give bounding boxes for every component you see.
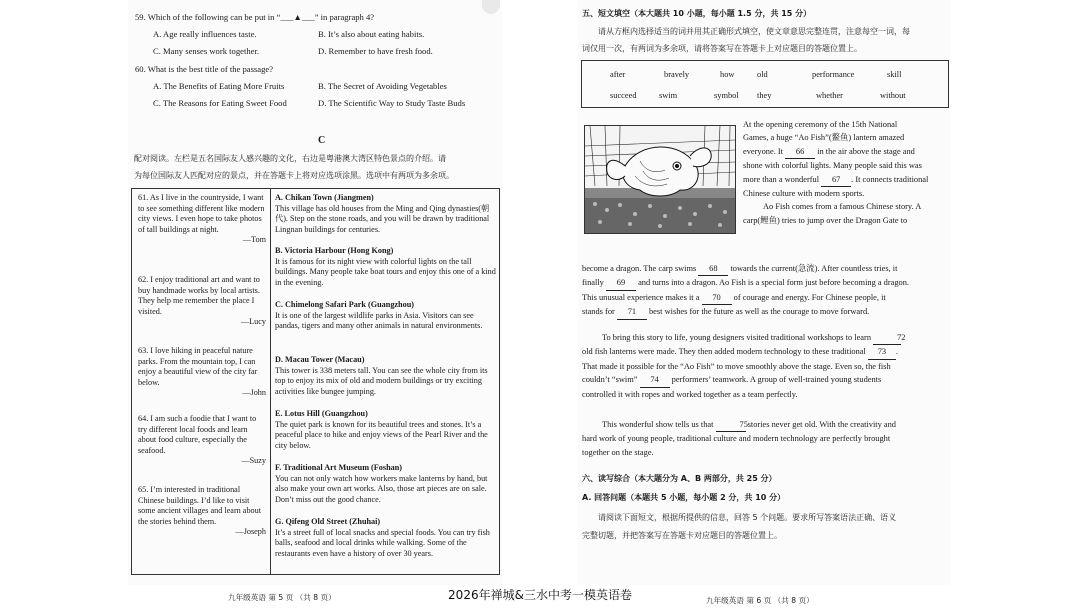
word-item: symbol (714, 91, 739, 100)
person-signature: —Tom (242, 235, 266, 245)
q59-option-c: C. Many senses work together. (153, 46, 259, 56)
passage-line: This wonderful show tells us that 75 stories never get old. With the creativity and (582, 418, 948, 432)
passage-line: more than a wonderful 67 . It connects traditional (743, 173, 948, 187)
attraction-chikan-town (275, 193, 496, 235)
word-item: they (757, 91, 772, 100)
blank-67[interactable]: 67 (821, 173, 851, 187)
person-joseph (138, 485, 266, 538)
person-signature: —Suzy (241, 456, 266, 466)
word-item: without (880, 91, 906, 100)
section-c-instruction-line2: 为每位国际友人匹配对应的景点，并在答题卡上将对应选项涂黑。选项中有两项为多余项。 (134, 171, 454, 180)
left-page-footer: 九年级英语 第 5 页 （共 8 页） (228, 593, 336, 602)
blank-68[interactable]: 68 (698, 262, 728, 276)
blank-75[interactable]: 75 (716, 418, 746, 432)
attraction-text: You can not only watch how workers make lanterns by hand, but also make your own art works. Also, those art pieces are on sale. Don’t miss out the good chance. (275, 473, 488, 504)
attraction-text: This tower is 338 meters tall. You can see the whole city from its top to enjoy its mix of old and modern buildings or try exciting activities like bungee jumping. (275, 365, 488, 396)
blank-69[interactable]: 69 (606, 276, 636, 290)
word-item: performance (812, 70, 855, 79)
word-item: after (610, 70, 626, 79)
attraction-text: It is famous for its night view with colorful lights on the tall buildings. Many people take boat tours and enjoy this one of a kind in the evening. (275, 256, 496, 287)
blank-70[interactable]: 70 (702, 291, 732, 305)
q60-option-c: C. The Reasons for Eating Sweet Food (153, 98, 287, 108)
person-tom (138, 193, 266, 246)
left-exam-page (128, 0, 502, 602)
passage-line: finally 69 and turns into a dragon. Ao Fish is a special form just before becoming a dragon. (582, 276, 948, 290)
attraction-text: This village has old houses from the Ming and Qing dynasties(朝代). Step on the stone roads, and you will be drawn by traditional Lingnan buildings for centuries. (275, 203, 490, 234)
passage-line: couldn’t “swim” 74 performers’ teamwork. A group of well-trained young students (582, 373, 948, 387)
passage-line: become a dragon. The carp swims 68 towards the current(急流). After countless tries, it (582, 262, 948, 276)
q59-option-d: D. Remember to have fresh food. (318, 46, 433, 56)
attraction-art-museum (275, 463, 496, 505)
passage-line: together on the stage. (582, 447, 654, 457)
person-signature: —Lucy (240, 317, 266, 327)
section6a-title: A. 回答问题（本题共 5 小题，每小题 2 分，共 10 分） (582, 493, 786, 502)
word-bank-box (581, 60, 949, 108)
video-caption: 2026年禅城&三水中考一模英语卷 (448, 588, 632, 602)
passage-line: everyone. It 66 in the air above the stage and (743, 145, 948, 159)
passage-line: stands for 71 best wishes for the future as well as the courage to move forward. (582, 305, 948, 319)
passage-line: To bring this story to life, young designers visited traditional workshops to learn 72 (582, 331, 948, 345)
section5-title: 五、短文填空（本大题共 10 小题，每小题 1.5 分，共 15 分） (582, 9, 812, 18)
word-item: swim (659, 91, 678, 100)
person-signature: —John (242, 388, 266, 398)
person-lucy (138, 275, 266, 328)
table-divider (270, 189, 271, 574)
passage-para1-side (743, 118, 948, 227)
section6a-instruction-line2: 完整切题，并把答案写在答题卡对应题目的答题位置上。 (582, 531, 782, 540)
attraction-title: F. Traditional Art Museum (Foshan) (275, 463, 402, 472)
word-item: bravely (664, 70, 690, 79)
attraction-text: The quiet park is known for its beautiful trees and stones. It’s a peaceful place to hike and enjoy views of the Pearl River and the city below. (275, 419, 488, 450)
person-text: 65. I’m interested in traditional Chinese buildings. I’d like to visit some ancient villages and learn about the stories behind them. (138, 485, 261, 526)
section6a-instruction-line1: 请阅读下面短文，根据所提供的信息，回答 5 个问题。要求所写答案语法正确、语义 (598, 513, 897, 522)
passage-line: carp(鲤鱼) tries to jump over the Dragon Gate to (743, 215, 908, 225)
passage-line: shone with colorful lights. Many people said this was (743, 161, 922, 171)
q60-option-a: A. The Benefits of Eating More Fruits (153, 81, 285, 91)
blank-71[interactable]: 71 (617, 305, 647, 319)
blank-66[interactable]: 66 (785, 145, 815, 159)
q59-stem: 59. Which of the following can be put in “___▲___” in paragraph 4? (135, 12, 375, 22)
word-item: skill (887, 70, 902, 79)
passage-line: hard work of young people, traditional culture and modern technology are perfectly brought (582, 434, 891, 444)
person-john (138, 346, 266, 399)
attraction-chimelong-safari (275, 300, 496, 332)
right-exam-page (578, 0, 950, 605)
attraction-victoria-harbour (275, 246, 496, 288)
blank-74[interactable]: 74 (640, 373, 670, 387)
attraction-title: B. Victoria Harbour (Hong Kong) (275, 246, 394, 255)
attraction-title: C. Chimelong Safari Park (Guangzhou) (275, 300, 414, 309)
ao-fish-lantern-image (585, 126, 735, 233)
matching-table (131, 188, 500, 575)
blank-73[interactable]: 73 (868, 345, 896, 359)
passage-para2 (582, 262, 948, 320)
q60-option-b: B. The Secret of Avoiding Vegetables (318, 81, 447, 91)
right-page-footer: 九年级英语 第 6 页 （共 8 页） (706, 596, 814, 605)
person-text: 64. I am such a foodie that I want to try different local foods and learn about food culture, especially the seafood. (138, 414, 257, 455)
word-item: how (720, 70, 735, 79)
passage-line: Chinese culture with modern sports. (743, 189, 865, 199)
passage-line: controlled it with ropes and worked together as a team perfectly. (582, 389, 798, 399)
attraction-title: A. Chikan Town (Jiangmen) (275, 193, 374, 202)
person-signature: —Joseph (235, 527, 266, 537)
passage-line: old fish lanterns were made. They then added modern technology to these traditional 73 . (582, 345, 948, 359)
attraction-text: It’s a street full of local snacks and special foods. You can try fish balls, seafood and local drinks while walking. Some of the restaurants even have a history of over 30 years. (275, 527, 490, 558)
passage-line: Ao Fish comes from a famous Chinese story. A (763, 202, 922, 212)
passage-line: At the opening ceremony of the 15th National (743, 120, 898, 129)
attraction-qifeng-street (275, 517, 496, 559)
person-text: 63. I love hiking in peaceful nature parks. From the mountain top, I can enjoy a beautiful view of the city far below. (138, 346, 258, 387)
passage-para4 (582, 418, 948, 459)
section6-title: 六、读写综合（本大题分为 A、B 两部分，共 25 分） (582, 474, 777, 483)
section-c-instruction-line1: 配对阅读。左栏是五名国际友人感兴趣的文化，右边是粤港澳大湾区特色景点的介绍。请 (134, 154, 446, 163)
q60-option-d: D. The Scientific Way to Study Taste Buds (318, 98, 466, 108)
section5-instruction-line1: 请从方框内选择适当的词并用其正确形式填空，使文章意思完整连贯，注意每空一词，每 (598, 27, 910, 36)
person-text: 62. I enjoy traditional art and want to buy handmade works by local artists. They help me remember the place I visited. (138, 275, 260, 316)
person-suzy (138, 414, 266, 467)
attraction-title: E. Lotus Hill (Guangzhou) (275, 409, 368, 418)
section5-instruction-line2: 词仅用一次，有两词为多余项，请将答案写在答题卡上对应题目的答题位置上。 (582, 44, 862, 53)
person-text: 61. As I live in the countryside, I want to see something different like modern city views. I even hope to take photos of tall buildings at night. (138, 193, 265, 234)
passage-line: Games, a huge “Ao Fish”(鳌鱼) lantern amazed (743, 133, 905, 143)
attraction-title: D. Macau Tower (Macau) (275, 355, 365, 364)
word-item: whether (816, 91, 843, 100)
attraction-lotus-hill (275, 409, 496, 451)
word-item: old (757, 70, 768, 79)
blank-72[interactable]: 72 (873, 331, 901, 345)
q59-option-a: A. Age really influences taste. (153, 29, 257, 39)
q59-option-b: B. It’s also about eating habits. (318, 29, 425, 39)
word-item: succeed (610, 91, 637, 100)
passage-line: That made it possible for the “Ao Fish” to move smoothly above the stage. Even so, the fish (582, 361, 891, 371)
attraction-title: G. Qifeng Old Street (Zhuhai) (275, 517, 381, 526)
passage-line: This unusual experience makes it a 70 of courage and energy. For Chinese people, it (582, 291, 948, 305)
section-c-heading: C (318, 135, 326, 146)
ao-fish-lantern-illustration (584, 125, 736, 234)
passage-para3 (582, 331, 948, 401)
q60-stem: 60. What is the best title of the passage? (135, 64, 274, 74)
attraction-macau-tower (275, 355, 496, 397)
attraction-text: It is one of the largest wildlife parks in Asia. Visitors can see pandas, tigers and many other animals in natural environments. (275, 310, 483, 331)
